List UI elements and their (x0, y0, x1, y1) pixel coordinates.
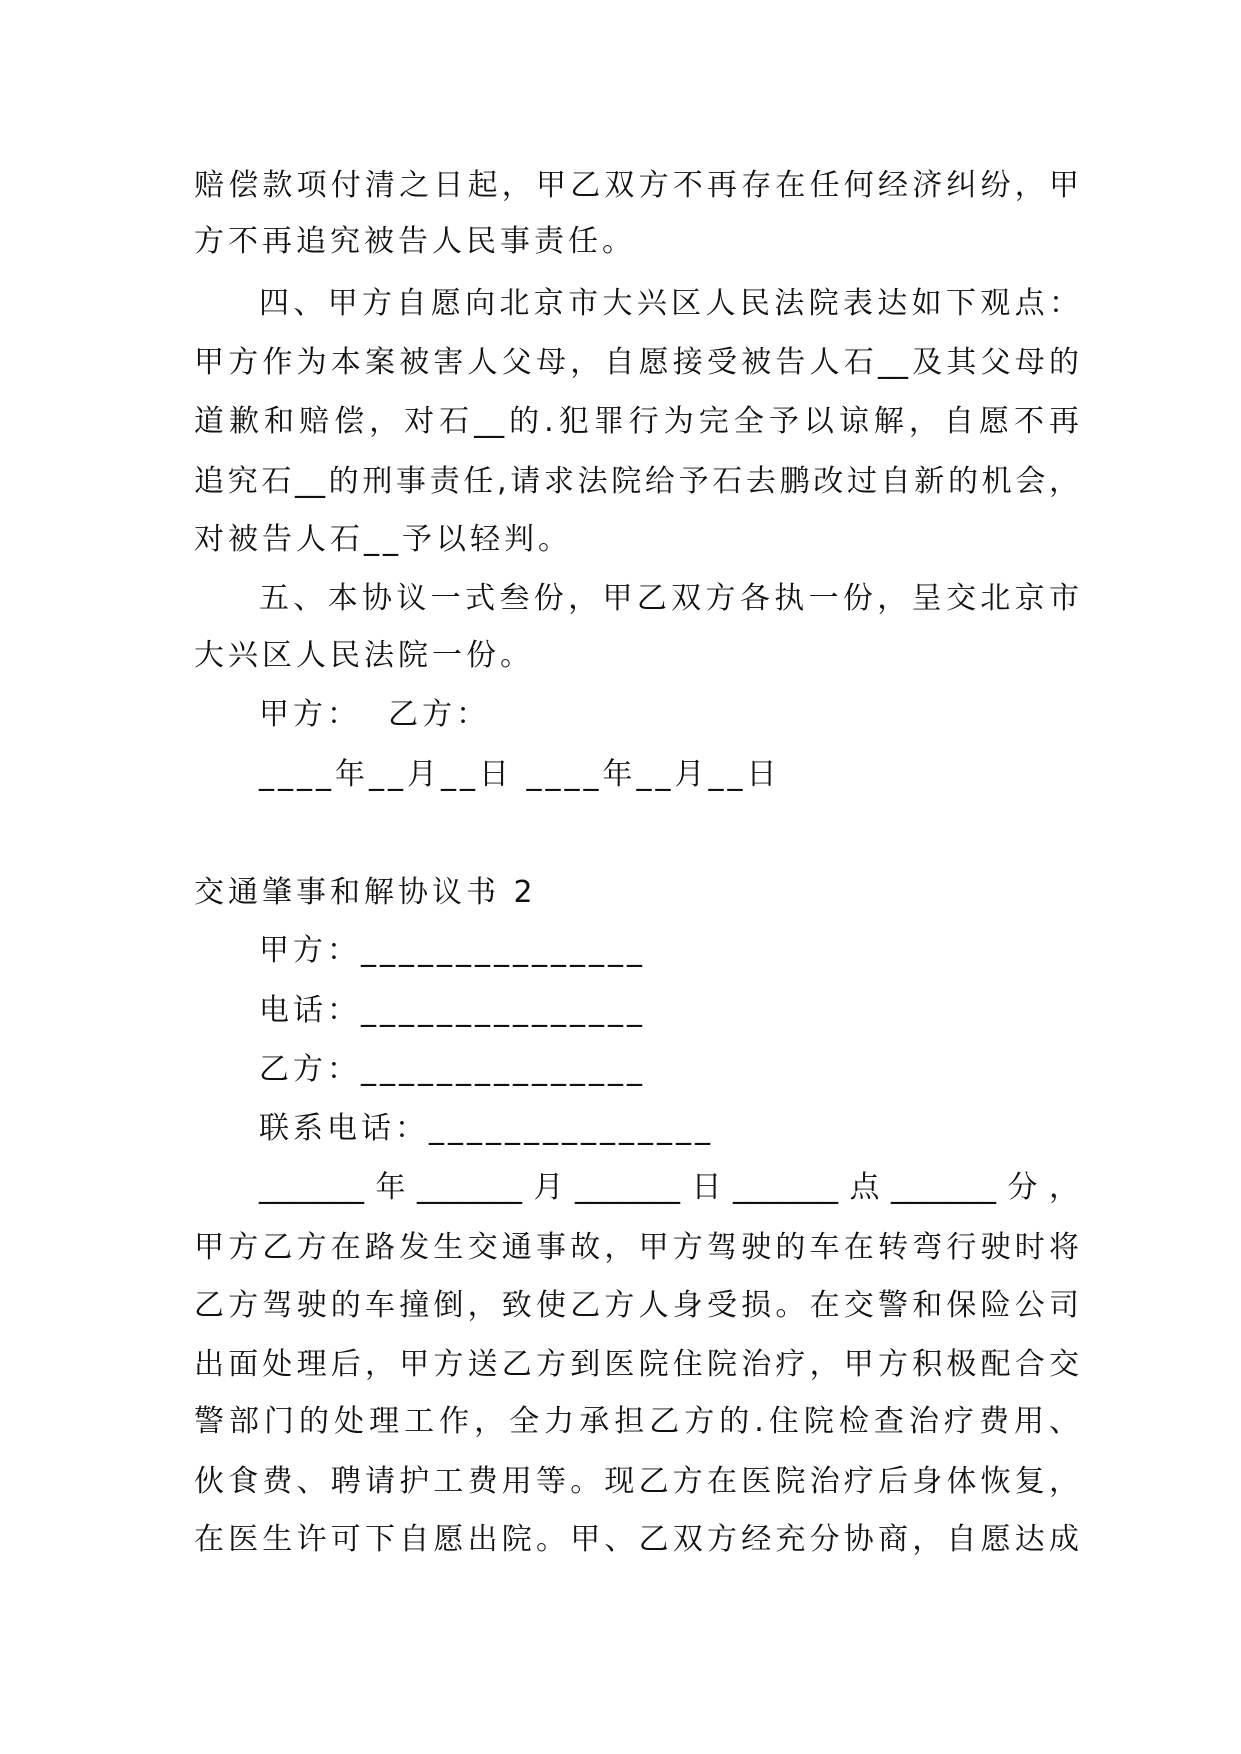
time-line: _______年_______月_______日_______点_______分， (259, 1170, 1079, 1205)
paragraph-line: 伙食费、聘请护工费用等。现乙方在医院治疗后身体恢复， (194, 1464, 1079, 1499)
field-party-a: 甲方：_______________ (259, 933, 646, 968)
paragraph-line: 四、甲方自愿向北京市大兴区人民法院表达如下观点： (259, 286, 1079, 321)
paragraph-line: 追究石__的刑事责任,请求法院给予石去鹏改过自新的机会， (194, 464, 1079, 499)
field-contact-phone: 联系电话：_______________ (259, 1111, 714, 1146)
paragraph-line: 大兴区人民法院一份。 (194, 638, 534, 673)
field-party-b: 乙方：_______________ (259, 1052, 646, 1087)
field-phone: 电话：_______________ (259, 993, 646, 1028)
paragraph-line: 赔偿款项付清之日起，甲乙双方不再存在任何经济纠纷，甲 (194, 168, 1079, 203)
paragraph-line: 对被告人石__予以轻判。 (194, 522, 572, 557)
section-title: 交通肇事和解协议书 2 (194, 875, 537, 910)
date-line: ____年__月__日 ____年__月__日 (259, 757, 781, 792)
paragraph-line: 乙方驾驶的车撞倒，致使乙方人身受损。在交警和保险公司 (194, 1288, 1079, 1323)
paragraph-line: 方不再追究被告人民事责任。 (194, 224, 636, 259)
paragraph-line: 道歉和赔偿，对石__的.犯罪行为完全予以谅解，自愿不再 (194, 404, 1079, 439)
paragraph-line: 警部门的处理工作，全力承担乙方的.住院检查治疗费用、 (194, 1404, 1079, 1439)
signature-line: 甲方： 乙方： (259, 697, 491, 732)
paragraph-line: 甲方作为本案被害人父母，自愿接受被告人石__及其父母的 (194, 345, 1079, 380)
paragraph-line: 五、本协议一式叁份，甲乙双方各执一份，呈交北京市 (259, 581, 1079, 616)
paragraph-line: 在医生许可下自愿出院。甲、乙双方经充分协商，自愿达成 (194, 1522, 1079, 1557)
paragraph-line: 出面处理后，甲方送乙方到医院住院治疗，甲方积极配合交 (194, 1347, 1079, 1382)
paragraph-line: 甲方乙方在路发生交通事故，甲方驾驶的车在转弯行驶时将 (194, 1230, 1079, 1265)
